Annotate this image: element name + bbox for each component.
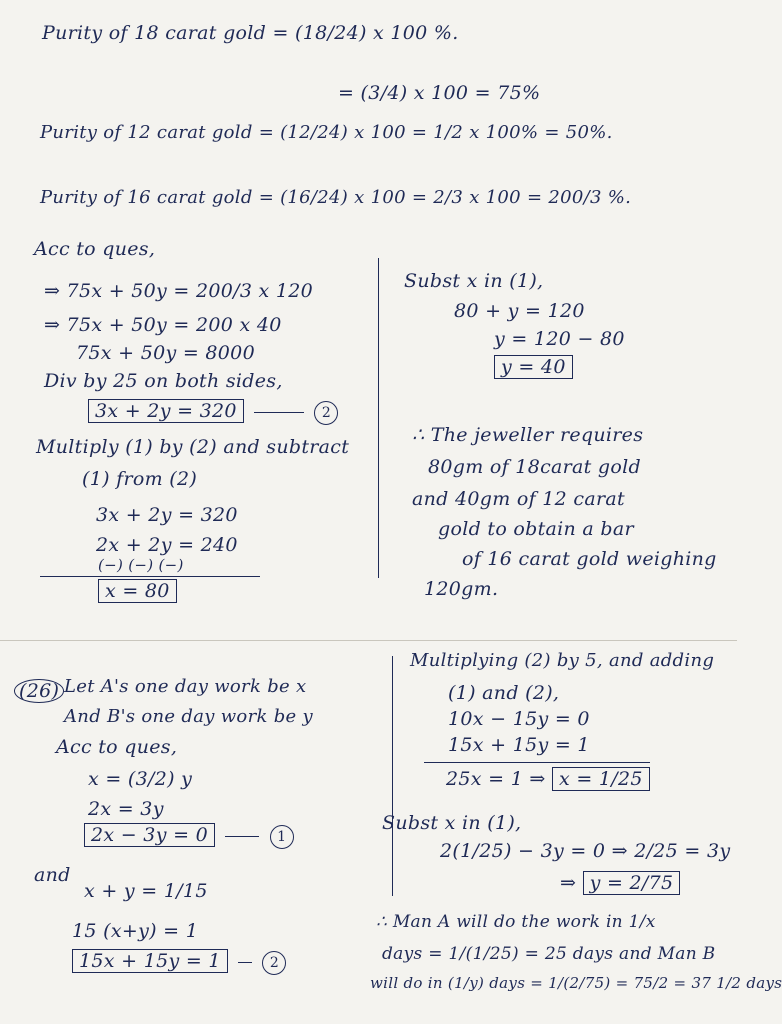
equation-2b-row: [72, 950, 286, 975]
question-number-row: [14, 680, 64, 702]
add-eq-2: 15x + 15y = 1: [448, 734, 590, 756]
final-1: ∴ Man A will do the work in 1/x: [376, 912, 656, 932]
from-line: (1) from (2): [82, 468, 198, 490]
implies-arrow: ⇒: [560, 872, 577, 894]
y-value-box: y = 2/75: [583, 871, 681, 895]
purity-18-line: Purity of 18 carat gold = (18/24) x 100 %.: [42, 22, 459, 44]
multiply-line: Multiply (1) by (2) and subtract: [36, 436, 350, 458]
conclusion-6: 120gm.: [424, 578, 499, 600]
acc-to-ques: Acc to ques,: [34, 238, 156, 260]
and-label: and: [34, 864, 71, 886]
subst-eq-2: y = 120 − 80: [494, 328, 625, 350]
div-by-25: Div by 25 on both sides,: [44, 370, 283, 392]
column-divider-top: [378, 258, 379, 578]
xy-sum-line: x + y = 1/15: [84, 880, 208, 902]
subst-eq-1: 80 + y = 120: [454, 300, 585, 322]
and-adding-line: (1) and (2),: [448, 682, 560, 704]
final-2: days = 1/(1/25) = 25 days and Man B: [382, 944, 716, 964]
2x-eq-line: 2x = 3y: [88, 798, 164, 820]
y-result-row: [494, 356, 573, 378]
equation-2-tag: 2: [314, 401, 338, 425]
let-a-line: Let A's one day work be x: [64, 676, 307, 697]
purity-18-result: = (3/4) x 100 = 75%: [338, 82, 541, 104]
x-value-row: [446, 768, 650, 790]
eq-step-1: ⇒ 75x + 50y = 200/3 x 120: [44, 280, 314, 302]
pointer-dash-2: [225, 836, 259, 837]
let-b-line: And B's one day work be y: [64, 706, 313, 727]
subst-x-line-2: Subst x in (1),: [382, 812, 522, 834]
conclusion-2: 80gm of 18carat gold: [428, 456, 641, 478]
add-eq-1: 10x − 15y = 0: [448, 708, 590, 730]
question-number: (26): [14, 679, 64, 703]
conclusion-1: ∴ The jeweller requires: [412, 424, 644, 446]
column-divider-bottom: [392, 656, 393, 896]
acc-to-ques-2: Acc to ques,: [56, 736, 178, 758]
purity-12-line: Purity of 12 carat gold = (12/24) x 100 = 1/2 x 100% = 50%.: [40, 122, 613, 143]
final-3: will do in (1/y) days = 1/(2/75) = 75/2 = 37 1/2 days: [370, 974, 782, 992]
equation-1-row: [84, 824, 294, 849]
x-eq-line: x = (3/2) y: [88, 768, 193, 790]
25x-eq: 25x = 1 ⇒: [446, 768, 546, 790]
y-solve-line: 2(1/25) − 3y = 0 ⇒ 2/25 = 3y: [440, 840, 731, 862]
y-result-box: y = 40: [494, 355, 573, 379]
pointer-dash: [254, 412, 304, 413]
15xy-line: 15 (x+y) = 1: [72, 920, 199, 942]
conclusion-5: of 16 carat gold weighing: [462, 548, 717, 570]
pointer-dash-3: [238, 962, 252, 963]
conclusion-4: gold to obtain a bar: [438, 518, 634, 540]
equation-1-box: 2x − 3y = 0: [84, 823, 215, 847]
minus-signs: (−) (−) (−): [98, 556, 184, 574]
purity-16-line: Purity of 16 carat gold = (16/24) x 100 = 2/3 x 100 = 200/3 %.: [40, 187, 632, 208]
subst-x-line: Subst x in (1),: [404, 270, 544, 292]
x-result-row: [98, 580, 177, 602]
conclusion-3: and 40gm of 12 carat: [412, 488, 625, 510]
equation-1-tag: 1: [270, 825, 294, 849]
page-separator: [0, 640, 737, 641]
equation-2-box: 3x + 2y = 320: [88, 399, 244, 423]
equation-2b-tag: 2: [262, 951, 286, 975]
x-result-box: x = 80: [98, 579, 177, 603]
x-value-box: x = 1/25: [552, 767, 650, 791]
addition-rule: [424, 762, 650, 763]
sub-eq-1: 3x + 2y = 320: [96, 504, 238, 526]
eq-step-2: ⇒ 75x + 50y = 200 x 40: [44, 314, 282, 336]
sub-eq-2: 2x + 2y = 240: [96, 534, 238, 556]
equation-2-row: [88, 400, 338, 425]
equation-2b-box: 15x + 15y = 1: [72, 949, 228, 973]
subtraction-rule: [40, 576, 260, 577]
eq-step-3: 75x + 50y = 8000: [76, 342, 255, 364]
multiplying-line: Multiplying (2) by 5, and adding: [410, 650, 715, 671]
y-value-row: [560, 872, 680, 894]
